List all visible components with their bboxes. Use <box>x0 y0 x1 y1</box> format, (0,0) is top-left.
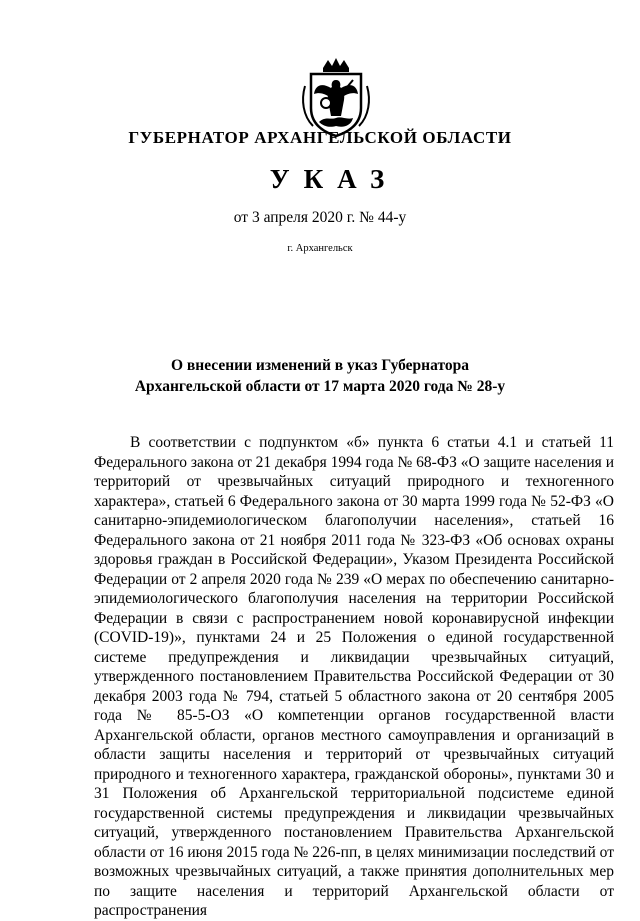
body-paragraph: В соответствии с подпунктом «б» пункта 6 статьи 4.1 и статьей 11 Федерального закона от 21 декабря 1994 года № 68-ФЗ «О защите населения и территорий от чрезвычайных ситуаций природного и техногенного характера», статьей 6 Федерального закона от 30 марта 1999 года № 52-ФЗ «О санитарно-эпидемиологическом благополучии населения», статьей 16 Федерального закона от 21 ноября 2011 года № 323-ФЗ «Об основах охраны здоровья граждан в Российской Федерации», Указом Президента Российской Федерации от 2 апреля 2020 года № 239 «О мерах по обеспечению санитарно-эпидемиологического благополучия населения на территории Российской Федерации в связи с распространением новой коронавирусной инфекции (COVID-19)», пунктами 24 и 25 Положения о единой государственной системе предупреждения и ликвидации чрезвычайных ситуаций, утвержденного постановлением Правительства Российской Федерации от 30 декабря 2003 года № 794, статьей 5 областного закона от 20 сентября 2005 года № 85-5-ОЗ «О компетенции органов государственной власти Архангельской области, органов местного самоуправления и организаций в области защиты населения и территорий от чрезвычайных ситуаций природного и техногенного характера, гражданской обороны», пунктами 30 и 31 Положения об Архангельской территориальной подсистеме единой государственной системы предупреждения и ликвидации чрезвычайных ситуаций, утвержденного постановлением Правительства Архангельской области от 16 июня 2015 года № 226-пп, в целях минимизации последствий от возможных чрезвычайных ситуаций, а также принятия дополнительных мер по защите населения и территорий Архангельской области от распространения <box>94 434 614 919</box>
document-type: УКАЗ <box>269 164 399 194</box>
document-date-number: от 3 апреля 2020 г. № 44-у <box>233 209 407 226</box>
title-line-1: О внесении изменений в указ Губернатора <box>171 357 469 374</box>
title-line-2: Архангельской области от 17 марта 2020 года № 28-у <box>134 378 506 395</box>
issuer-heading: ГУБЕРНАТОР АРХАНГЕЛЬСКОЙ ОБЛАСТИ <box>128 128 512 147</box>
issue-place: г. Архангельск <box>287 243 353 254</box>
document-title <box>0 355 640 397</box>
